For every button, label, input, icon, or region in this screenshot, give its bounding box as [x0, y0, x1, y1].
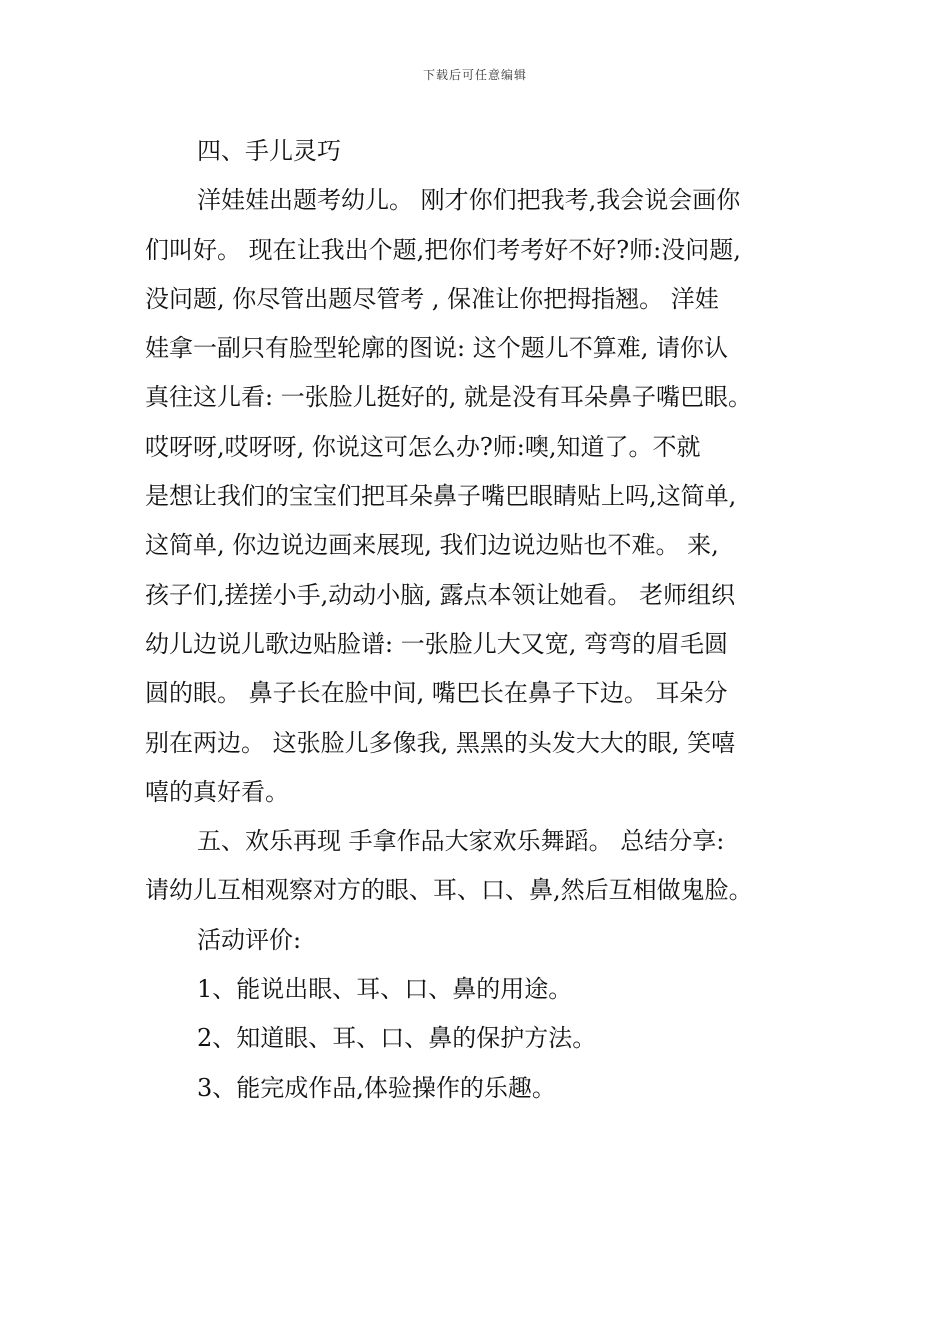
page-header: 下载后可任意编辑: [422, 68, 527, 82]
paragraph-line: 真往这儿看: 一张脸儿挺好的, 就是没有耳朵鼻子嘴巴眼。: [145, 383, 752, 412]
paragraph-line: 娃拿一副只有脸型轮廓的图说: 这个题儿不算难, 请你认: [145, 334, 728, 363]
paragraph-line: 幼儿边说儿歌边贴脸谱: 一张脸儿大又宽, 弯弯的眉毛圆: [145, 629, 728, 658]
evaluation-item: 2、知道眼、耳、口、鼻的保护方法。: [197, 1024, 597, 1053]
document-body: [145, 127, 813, 1113]
section-heading: 四、手儿灵巧: [197, 137, 341, 165]
paragraph-line: 圆的眼。 鼻子长在脸中间, 嘴巴长在鼻子下边。 耳朵分: [145, 679, 728, 708]
paragraph-line: 们叫好。 现在让我出个题,把你们考考好不好?师:没问题,: [145, 235, 741, 264]
paragraph-line: 洋娃娃出题考幼儿。 刚才你们把我考,我会说会画你: [197, 186, 741, 215]
evaluation-item: 3、能完成作品,体验操作的乐趣。: [197, 1073, 556, 1102]
evaluation-item: 1、能说出眼、耳、口、鼻的用途。: [197, 975, 573, 1004]
paragraph-line: 这简单, 你边说边画来展现, 我们边说边贴也不难。 来,: [145, 531, 719, 560]
paragraph-line: 请幼儿互相观察对方的眼、耳、口、鼻,然后互相做鬼脸。: [145, 876, 753, 905]
paragraph-line: 嘻的真好看。: [145, 777, 289, 806]
paragraph-line: 孩子们,搓搓小手,动动小脑, 露点本领让她看。 老师组织: [145, 580, 736, 609]
paragraph-line: 别在两边。 这张脸儿多像我, 黑黑的头发大大的眼, 笑嘻: [145, 728, 736, 757]
evaluation-heading: 活动评价:: [197, 925, 302, 954]
paragraph-line: 哎呀呀,哎呀呀, 你说这可怎么办?师:噢,知道了。不就: [145, 432, 701, 461]
paragraph-line: 是想让我们的宝宝们把耳朵鼻子嘴巴眼睛贴上吗,这简单,: [145, 482, 737, 511]
section-heading: 五、欢乐再现 手拿作品大家欢乐舞蹈。 总结分享:: [197, 827, 725, 856]
paragraph-line: 没问题, 你尽管出题尽管考 , 保准让你把拇指翘。 洋娃: [145, 284, 719, 313]
